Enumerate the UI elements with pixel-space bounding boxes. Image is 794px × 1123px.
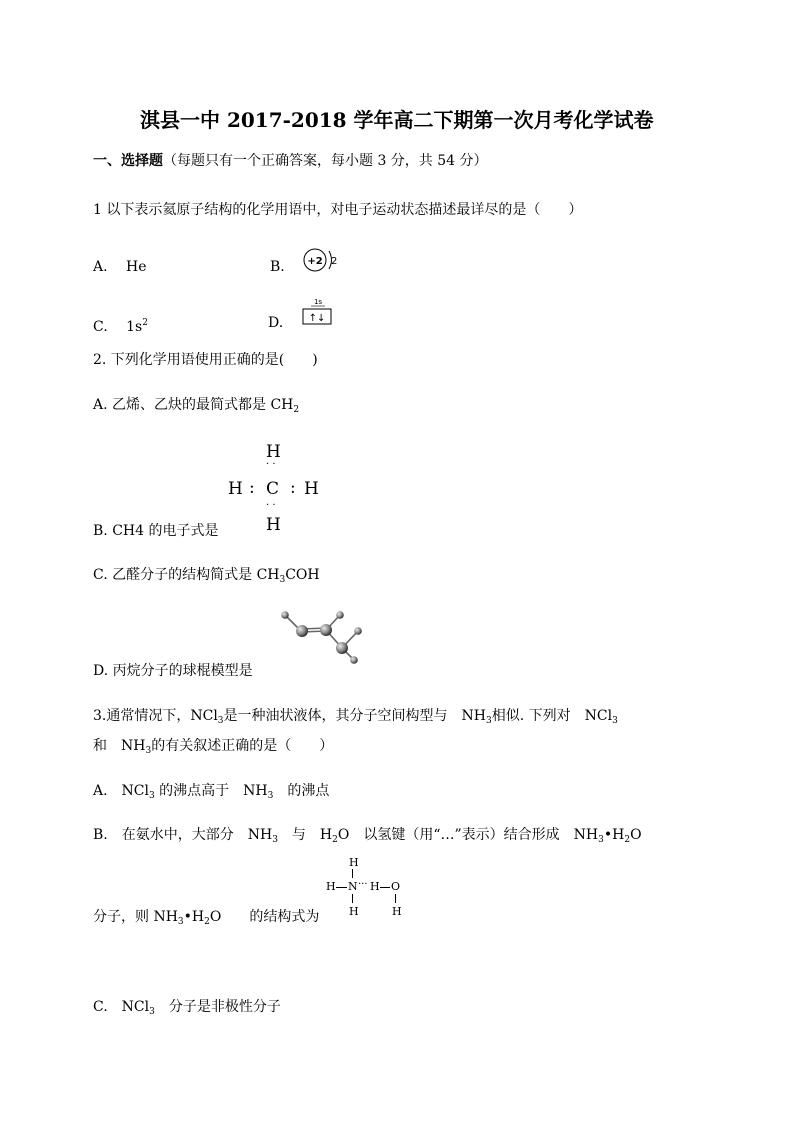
- q3-subscript: 3: [217, 716, 224, 726]
- q3-text: 分子是非极性分子: [154, 999, 281, 1015]
- q3-subscript: 3: [612, 716, 618, 726]
- q3-text: O: [630, 827, 642, 843]
- q2-stem: 2. 下列化学用语使用正确的是( ): [93, 352, 318, 368]
- orbital-superscript: 2: [142, 318, 148, 328]
- q3-option-c: [93, 998, 281, 1021]
- q1-stem: 1 以下表示氦原子结构的化学用语中，对电子运动状态描述最详尽的是（ ）: [93, 202, 583, 218]
- q3-subscript: 3: [267, 791, 274, 801]
- q2-option-c-tail: COH: [285, 567, 320, 583]
- q3-text: 相似. 下列对 NCl: [491, 708, 613, 724]
- q3-text: 是一种油状液体，其分子空间构型与 NH: [223, 708, 486, 724]
- shell-electron-count: 2: [331, 256, 338, 267]
- struct-h-left: H: [326, 880, 336, 893]
- lewis-sep-right: :: [290, 478, 296, 498]
- struct-n: N: [348, 880, 358, 893]
- q3-text: 3.通常情况下，NCl: [93, 708, 218, 724]
- q3-subscript: 3: [177, 917, 184, 927]
- q1-option-c: [93, 314, 148, 336]
- orbital-label: 1s: [313, 298, 323, 306]
- q3-option-b-line2: [93, 908, 319, 931]
- q3-text: 与 H: [277, 827, 333, 843]
- q1-option-d-label: D.: [268, 315, 284, 331]
- q3-text: O 的结构式为: [209, 909, 320, 925]
- q1-option-a: [93, 258, 147, 276]
- q3-text: O 以氢键（用“…”表示）结合形成 NH: [337, 827, 599, 843]
- struct-h-o-bottom: H: [392, 905, 402, 918]
- q3-text: B. 在氨水中，大部分 NH: [93, 827, 273, 843]
- lewis-h-right: H: [304, 479, 319, 499]
- q3-text: A. NCl: [93, 783, 149, 799]
- q2-option-c-subscript: 3: [279, 575, 286, 585]
- lewis-h-left: H: [228, 479, 243, 499]
- q3-stem-line2: [93, 737, 333, 760]
- q1-option-a-label: A.: [93, 259, 108, 275]
- q3-subscript: 3: [486, 716, 492, 726]
- q3-text: 的沸点高于 NH: [154, 783, 268, 799]
- q3-text: 分子，则 NH: [93, 909, 178, 925]
- h-atom-ball: [281, 611, 289, 619]
- orbital-box-diagram: [301, 297, 335, 327]
- q3-stem-line1: [93, 707, 618, 730]
- q2-option-c: [93, 566, 320, 589]
- spin-arrows: ↑↓: [308, 313, 326, 324]
- ch4-lewis-structure: [228, 442, 328, 536]
- struct-h-top: H: [349, 856, 359, 869]
- q3-subscript: 3: [149, 1007, 155, 1017]
- q3-subscript: 2: [332, 835, 338, 845]
- q1-option-c-text: [126, 319, 148, 335]
- q3-text: 和 NH: [93, 738, 146, 754]
- q3-subscript: 3: [145, 746, 152, 756]
- q3-text: •H: [183, 909, 205, 925]
- c-atom-ball: [320, 624, 332, 636]
- lewis-c-center: C: [266, 479, 280, 499]
- struct-h-middle: H: [370, 880, 380, 893]
- q3-option-a: [93, 782, 329, 805]
- q3-subscript: 3: [598, 835, 604, 845]
- nh3-h2o-structure: [326, 856, 406, 922]
- lewis-h-bottom: H: [266, 515, 281, 535]
- q3-subscript: 2: [624, 835, 631, 845]
- q2-option-a-subscript: 2: [293, 405, 300, 415]
- q3-text: 的沸点: [273, 783, 330, 799]
- q3-option-b-line1: [93, 826, 642, 849]
- bond-line: [352, 869, 353, 878]
- q3-subscript: 3: [272, 835, 278, 845]
- bond-line: [352, 894, 353, 903]
- q2-option-a-text: A. 乙烯、乙炔的最简式都是 CH: [93, 397, 294, 413]
- orbital-text: 1s: [126, 319, 143, 335]
- lewis-dots-top: · ·: [266, 459, 276, 470]
- section-title: 一、选择题: [93, 153, 163, 169]
- helium-atom-diagram: [303, 248, 343, 274]
- struct-hbond-dots: ···: [358, 879, 368, 890]
- page-title: 淇县一中 2017-2018 学年高二下期第一次月考化学试卷: [140, 108, 654, 132]
- q2-option-b: B. CH4 的电子式是: [93, 523, 219, 539]
- q3-subscript: 3: [149, 791, 155, 801]
- c-atom-ball: [296, 625, 308, 637]
- h-atom-ball: [336, 611, 344, 619]
- nucleus-charge: +2: [307, 256, 323, 267]
- q1-option-c-label: C.: [93, 319, 108, 335]
- section-note: （每题只有一个正确答案，每小题 3 分，共 54 分）: [163, 153, 488, 169]
- struct-o: O: [391, 880, 401, 893]
- bond-line: [336, 887, 347, 888]
- bond-line: [395, 894, 396, 903]
- h-atom-ball: [350, 656, 358, 664]
- lewis-h-top: H: [266, 442, 281, 462]
- q3-text: 的有关叙述正确的是（ ）: [151, 738, 334, 754]
- lewis-sep-left: :: [249, 478, 255, 498]
- q3-text: •H: [603, 827, 625, 843]
- h-atom-ball: [354, 627, 362, 635]
- q2-option-a: [93, 396, 299, 419]
- struct-h-bottom: H: [349, 905, 359, 918]
- q1-option-a-text: He: [126, 259, 147, 275]
- lewis-dots-bottom: · ·: [266, 500, 276, 511]
- propane-ball-stick-model: [278, 608, 364, 666]
- c-atom-ball: [336, 642, 348, 654]
- section-heading: [93, 152, 488, 170]
- bond-line: [380, 887, 390, 888]
- q3-text: C. NCl: [93, 999, 150, 1015]
- q1-option-b-label: B.: [270, 259, 285, 275]
- q2-option-d: D. 丙烷分子的球棍模型是: [93, 663, 253, 679]
- q2-option-c-text: C. 乙醛分子的结构简式是 CH: [93, 567, 280, 583]
- q3-subscript: 2: [204, 917, 210, 927]
